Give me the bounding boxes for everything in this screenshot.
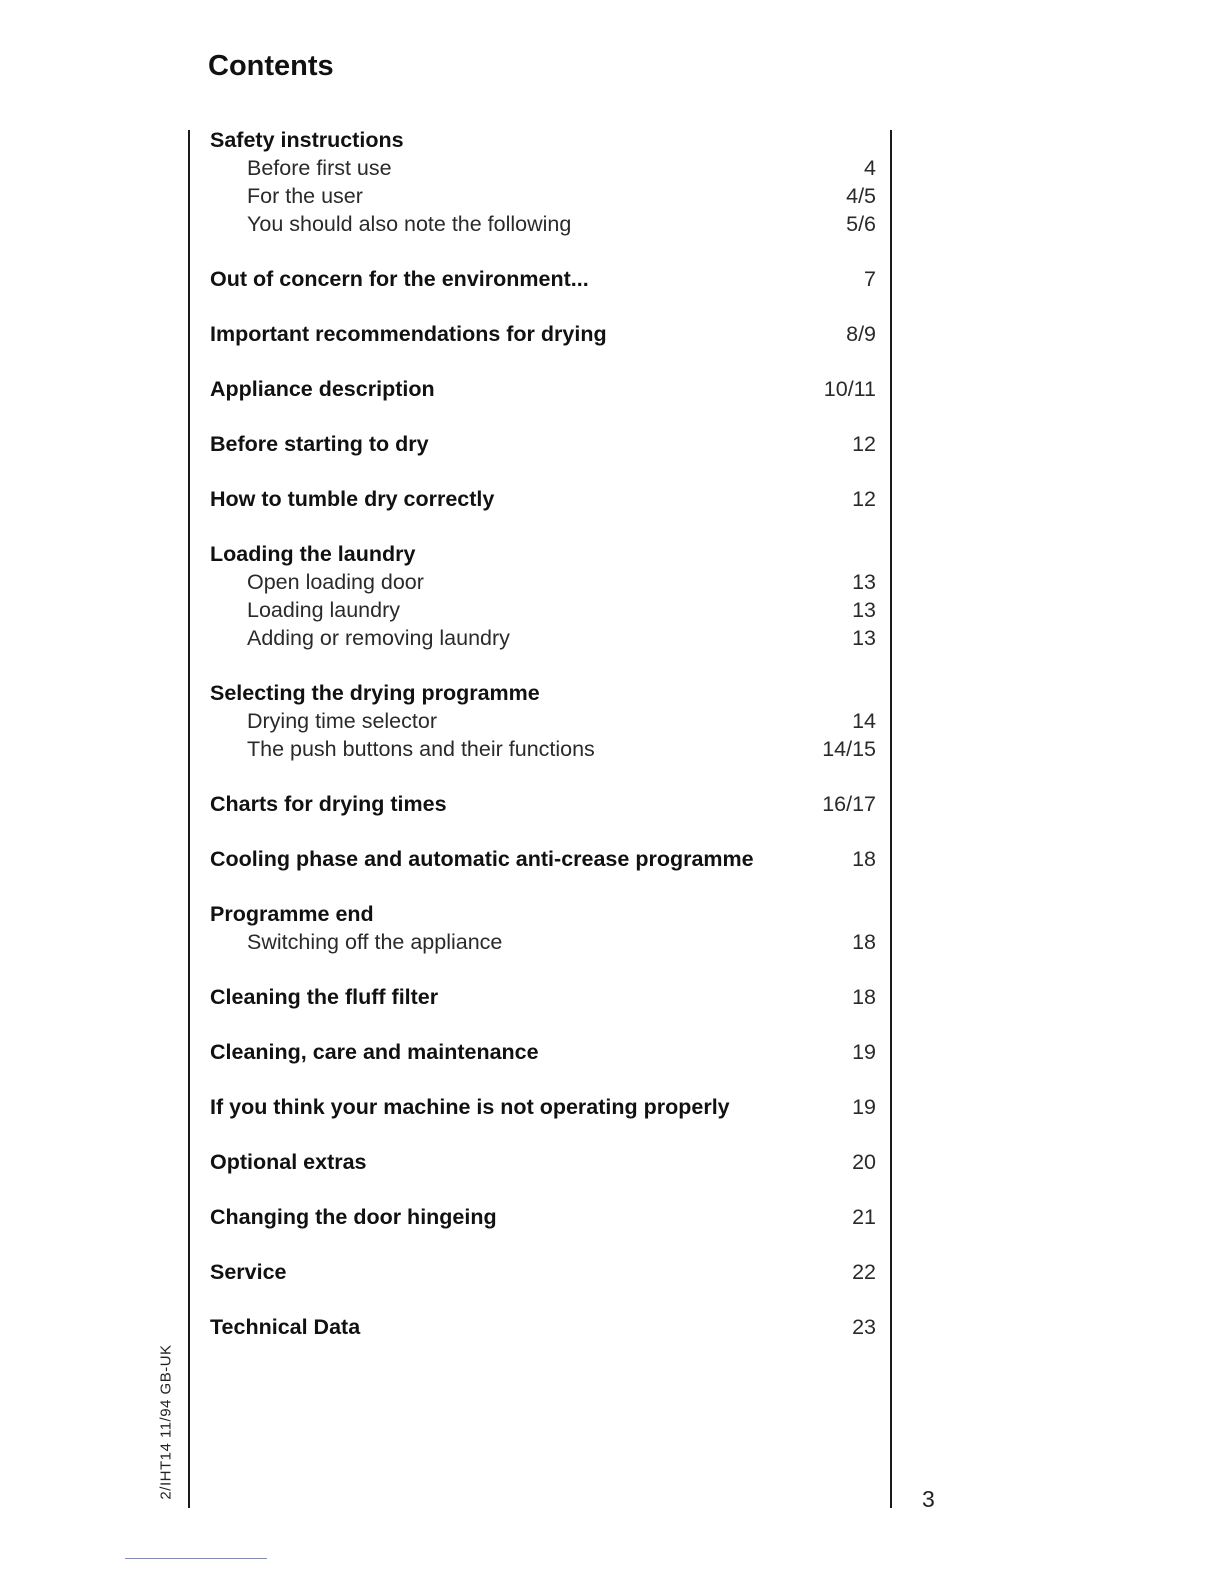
- toc-section: [210, 540, 876, 652]
- toc-section: [210, 265, 876, 293]
- toc-heading-label: Changing the door hingeing: [210, 1205, 497, 1229]
- toc-subentry[interactable]: [210, 928, 876, 956]
- toc-page-ref: 18: [852, 985, 876, 1009]
- toc-subentry-label: Adding or removing laundry: [247, 626, 510, 650]
- toc-section: [210, 900, 876, 956]
- page-title: Contents: [208, 50, 334, 82]
- toc-page-ref: 19: [852, 1040, 876, 1064]
- toc-heading[interactable]: [210, 679, 876, 707]
- toc-page-ref: 5/6: [846, 212, 876, 236]
- toc-page-ref: 18: [852, 930, 876, 954]
- toc-subentry[interactable]: [210, 210, 876, 238]
- toc-page-ref: 13: [852, 626, 876, 650]
- toc-page-ref: 12: [852, 487, 876, 511]
- toc-page-ref: 23: [852, 1315, 876, 1339]
- toc-subentry[interactable]: [210, 707, 876, 735]
- toc-heading[interactable]: [210, 265, 876, 293]
- toc-heading[interactable]: [210, 1203, 876, 1231]
- toc-heading[interactable]: [210, 1093, 876, 1121]
- toc-heading-label: Important recommendations for drying: [210, 322, 607, 346]
- toc-section: [210, 1038, 876, 1066]
- toc-page-ref: 13: [852, 570, 876, 594]
- toc-heading[interactable]: [210, 485, 876, 513]
- toc-page-ref: 4: [864, 156, 876, 180]
- toc-heading[interactable]: [210, 790, 876, 818]
- toc-subentry[interactable]: [210, 182, 876, 210]
- footer-divider: [125, 1558, 267, 1559]
- toc-heading-label: Optional extras: [210, 1150, 367, 1174]
- toc-heading[interactable]: [210, 983, 876, 1011]
- toc-page-ref: 14/15: [822, 737, 876, 761]
- toc-heading-label: Charts for drying times: [210, 792, 447, 816]
- toc-section: [210, 1313, 876, 1341]
- toc-subentry-label: Open loading door: [247, 570, 424, 594]
- toc-page-ref: 21: [852, 1205, 876, 1229]
- toc-subentry[interactable]: [210, 735, 876, 763]
- toc-section: [210, 485, 876, 513]
- toc-heading[interactable]: [210, 430, 876, 458]
- toc-page-ref: 14: [852, 709, 876, 733]
- toc-subentry[interactable]: [210, 596, 876, 624]
- toc-heading[interactable]: [210, 900, 876, 928]
- toc-section: [210, 375, 876, 403]
- toc-heading-label: Cooling phase and automatic anti-crease programme: [210, 847, 754, 871]
- toc-section: [210, 1148, 876, 1176]
- toc-heading[interactable]: [210, 540, 876, 568]
- toc-heading-label: How to tumble dry correctly: [210, 487, 495, 511]
- toc-heading[interactable]: [210, 1313, 876, 1341]
- toc-subentry-label: You should also note the following: [247, 212, 572, 236]
- toc-heading-label: Loading the laundry: [210, 542, 416, 566]
- toc-heading[interactable]: [210, 1148, 876, 1176]
- toc-subentry[interactable]: [210, 568, 876, 596]
- toc-page-ref: 12: [852, 432, 876, 456]
- toc-section: [210, 679, 876, 763]
- left-margin-rule: [188, 130, 190, 1508]
- toc-heading-label: If you think your machine is not operating properly: [210, 1095, 730, 1119]
- toc-heading-label: Appliance description: [210, 377, 435, 401]
- toc-heading-label: Before starting to dry: [210, 432, 429, 456]
- toc-section: [210, 430, 876, 458]
- toc-heading[interactable]: [210, 1038, 876, 1066]
- toc-heading-label: Technical Data: [210, 1315, 361, 1339]
- toc-section: [210, 1203, 876, 1231]
- toc-section: [210, 983, 876, 1011]
- toc-page-ref: 16/17: [822, 792, 876, 816]
- toc-subentry[interactable]: [210, 624, 876, 652]
- toc-section: [210, 790, 876, 818]
- toc-subentry[interactable]: [210, 154, 876, 182]
- toc-heading-label: Programme end: [210, 902, 374, 926]
- toc-page-ref: 22: [852, 1260, 876, 1284]
- toc-heading[interactable]: [210, 126, 876, 154]
- toc-heading-label: Cleaning the fluff filter: [210, 985, 439, 1009]
- toc-heading[interactable]: [210, 845, 876, 873]
- toc-heading[interactable]: [210, 1258, 876, 1286]
- toc-page-ref: 8/9: [846, 322, 876, 346]
- toc-section: [210, 845, 876, 873]
- toc-heading-label: Service: [210, 1260, 287, 1284]
- toc-page-ref: 10/11: [823, 377, 876, 401]
- right-margin-rule: [890, 130, 892, 1508]
- document-code: 2/IHT14 11/94 GB-UK: [157, 1344, 175, 1500]
- toc-heading[interactable]: [210, 375, 876, 403]
- toc-section: [210, 1093, 876, 1121]
- toc-page-ref: 7: [864, 267, 876, 291]
- toc-heading[interactable]: [210, 320, 876, 348]
- toc-page-ref: 19: [852, 1095, 876, 1119]
- toc-page-ref: 13: [852, 598, 876, 622]
- toc-heading-label: Selecting the drying programme: [210, 681, 540, 705]
- toc-heading-label: Out of concern for the environment...: [210, 267, 589, 291]
- toc-heading-label: Cleaning, care and maintenance: [210, 1040, 539, 1064]
- page-number: 3: [922, 1486, 935, 1512]
- toc-page-ref: 4/5: [846, 184, 876, 208]
- toc-subentry-label: Before first use: [247, 156, 392, 180]
- toc-section: [210, 320, 876, 348]
- toc-page-ref: 20: [852, 1150, 876, 1174]
- toc-subentry-label: For the user: [247, 184, 363, 208]
- toc-heading-label: Safety instructions: [210, 128, 404, 152]
- toc-section: [210, 1258, 876, 1286]
- toc-subentry-label: Switching off the appliance: [247, 930, 503, 954]
- toc-subentry-label: The push buttons and their functions: [247, 737, 595, 761]
- toc-section: [210, 126, 876, 238]
- toc-subentry-label: Drying time selector: [247, 709, 437, 733]
- toc-page-ref: 18: [852, 847, 876, 871]
- toc-subentry-label: Loading laundry: [247, 598, 401, 622]
- table-of-contents: [210, 126, 876, 1368]
